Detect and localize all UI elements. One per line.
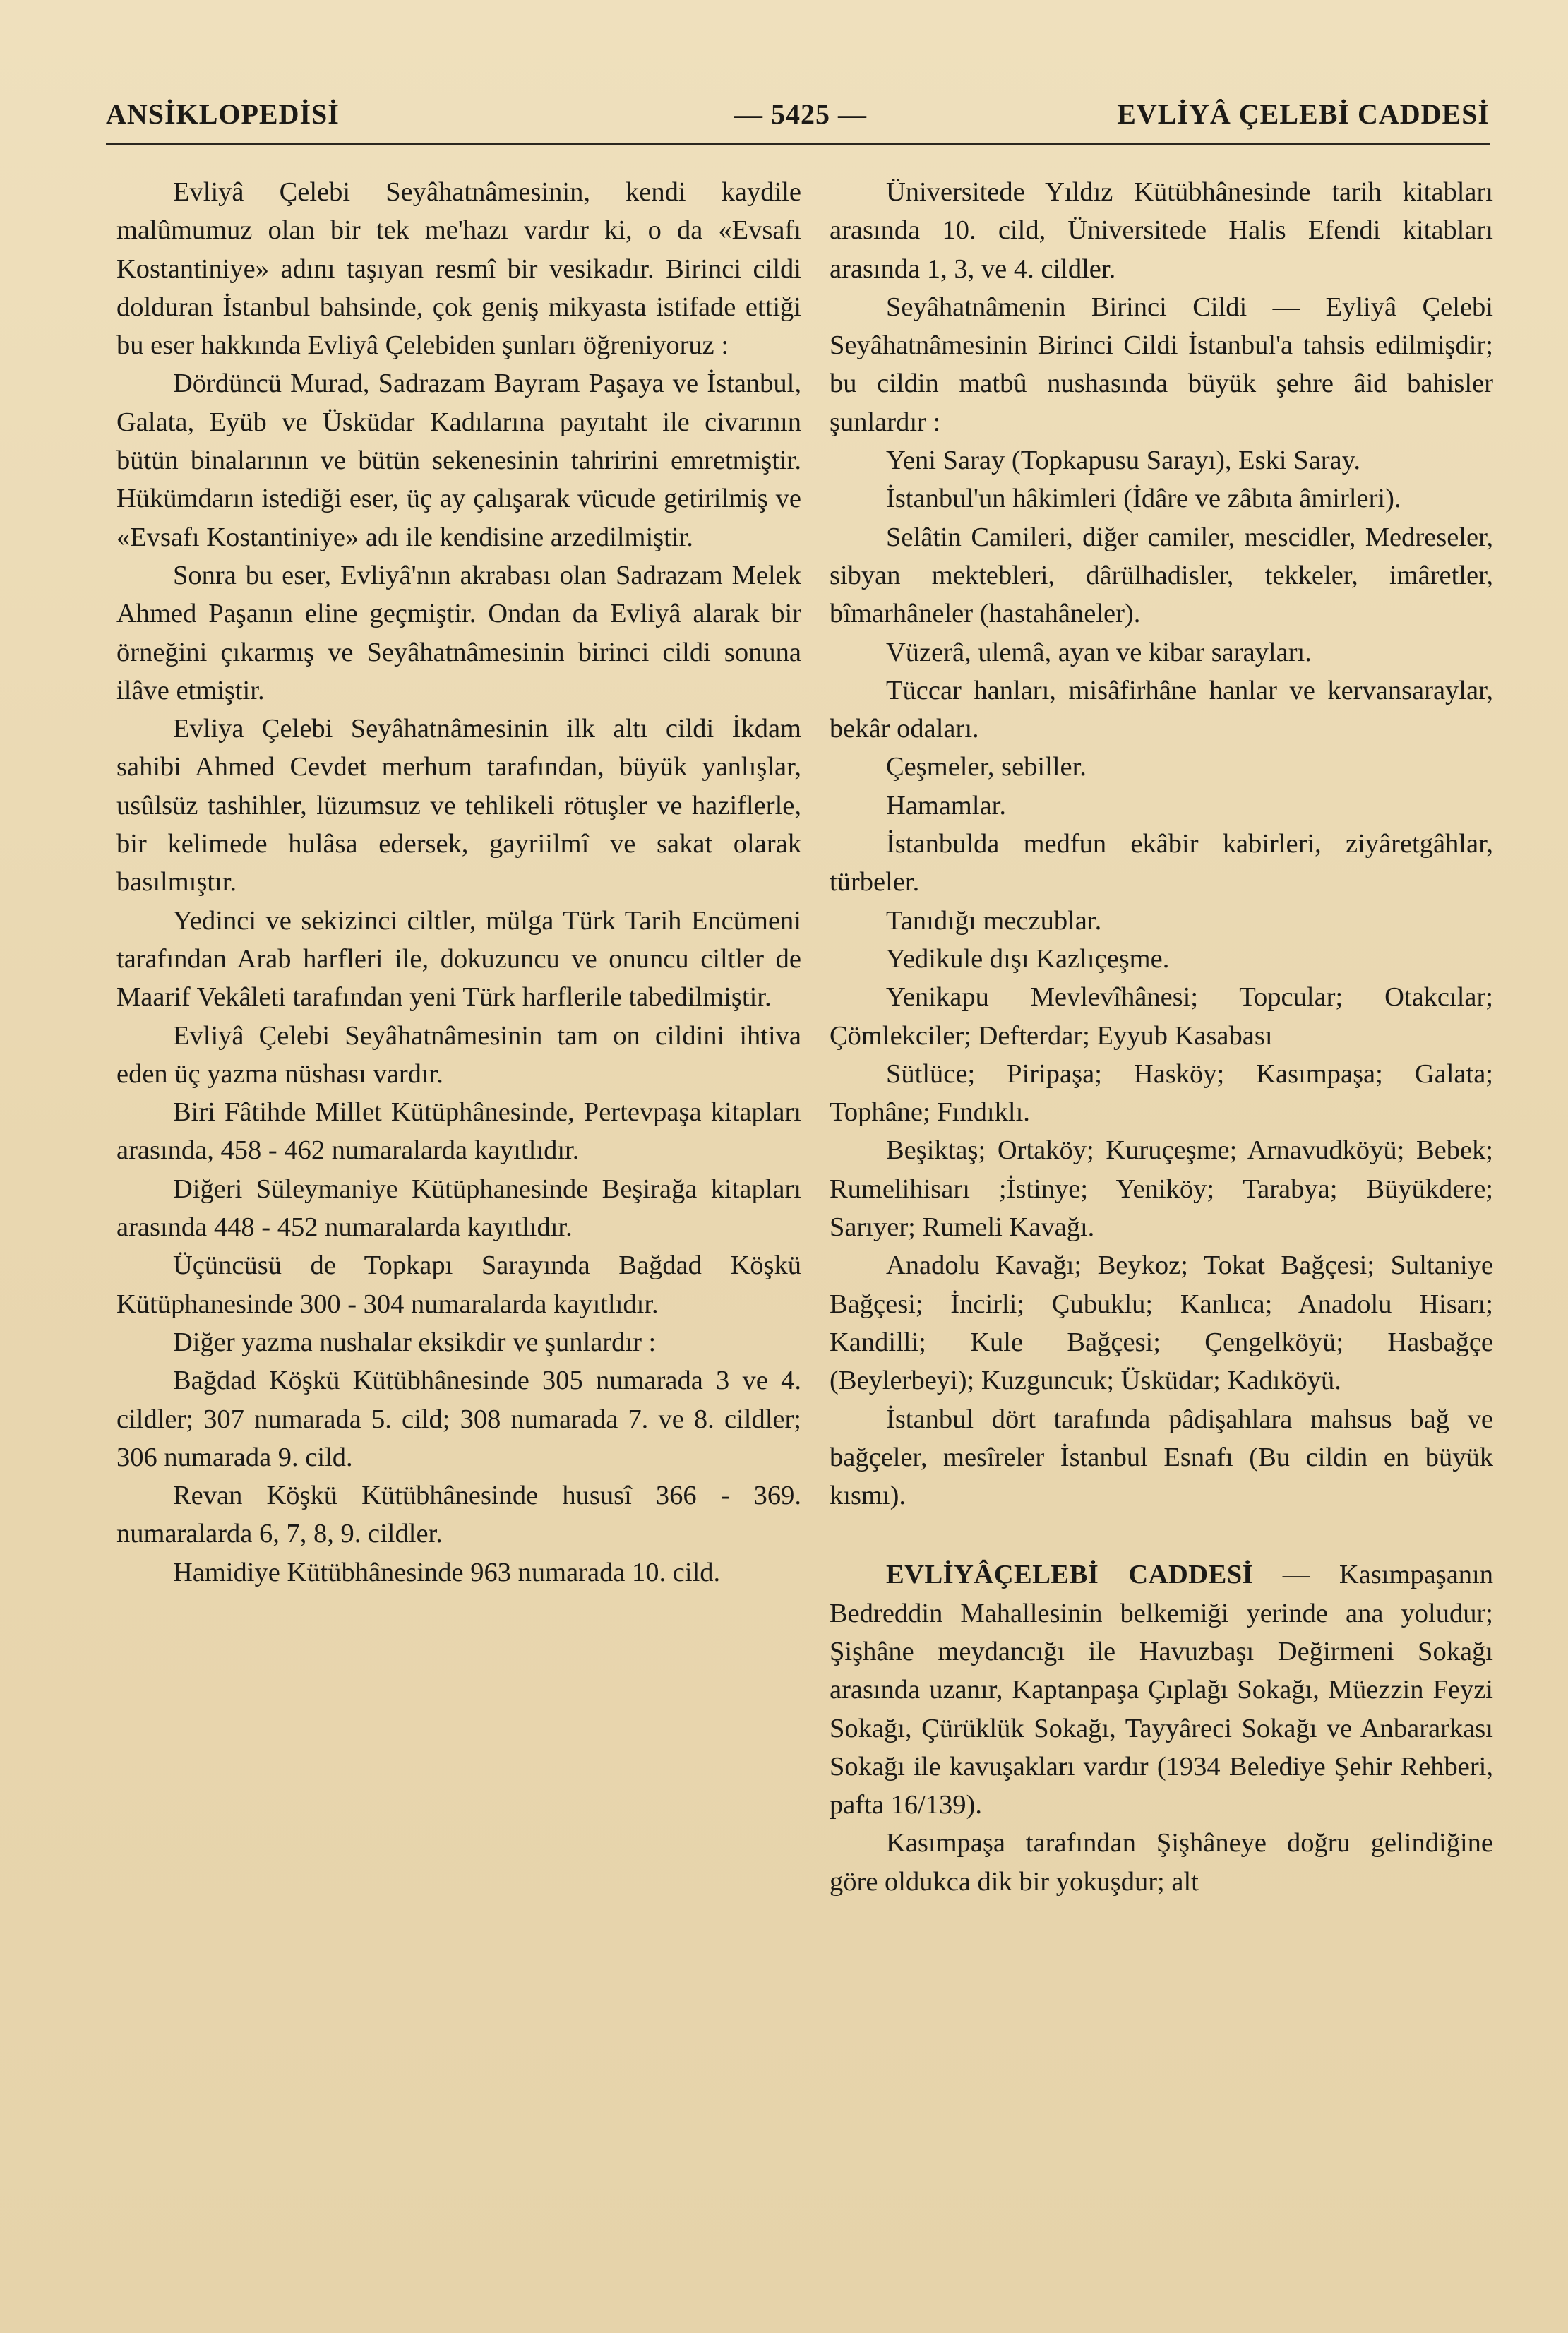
paragraph: Selâtin Camileri, diğer camiler, mescidler, Medreseler, sibyan mektebleri, dârülhadisler, tekkeler, imâretler, bîmarhâneler (hastahâneler).	[830, 522, 1493, 629]
paragraph: Tanıdığı meczublar.	[886, 905, 1102, 936]
paragraph: İstanbul'un hâkimleri (İdâre ve zâbıta âmirleri).	[886, 484, 1401, 514]
paragraph: Üniversitede Yıldız Kütübhânesinde tarih kitabları arasında 10. cild, Üniversitede Halis Efendi kitabları arasında 1, 3, ve 4. cildler.	[830, 177, 1493, 284]
paragraph: Evliyâ Çelebi Seyâhatnâmesinin, kendi kaydile malûmumuz olan bir tek me'hazı vardır ki, o da «Evsafı Kostantiniye» adını taşıyan resmî bir vesikadır. Birinci cildi dolduran İstanbul bahsinde, çok geniş mikyasta istifade ettiği bu eser hakkında Evliyâ Çelebiden şunları öğreniyoruz :	[116, 177, 801, 361]
paragraph: Yeni Saray (Topkapusu Sarayı), Eski Saray.	[886, 446, 1361, 476]
paragraph: Üçüncüsü de Topkapı Sarayında Bağdad Köşkü Kütüphanesinde 300 - 304 numaralarda kayıtlıdır.	[116, 1251, 801, 1319]
paragraph: Vüzerâ, ulemâ, ayan ve kibar sarayları.	[886, 637, 1312, 667]
header-left-title: ANSİKLOPEDİSİ	[106, 98, 340, 130]
entry-text: — Kasımpaşanın Bedreddin Mahallesinin belkemiği yerinde ana yoludur; Şişhâne meydancığı ile Havuzbaşı Değirmeni Sokağı arasında uzanır, Kaptanpaşa Çıplağı Sokağı, Müezzin Feyzi Sokağı, Çürüklük Sokağı, Tayyâreci Sokağı ve Anbararkası Sokağı ile kavuşakları vardır (1934 Belediye Şehir Rehberi, pafta 16/139).	[830, 1560, 1493, 1820]
paragraph: Dördüncü Murad, Sadrazam Bayram Paşaya ve İstanbul, Galata, Eyüb ve Üsküdar Kadılarına payıtaht ile civarının bütün binalarının ve bütün sekenesinin tahririni emretmiştir. Hükümdarın istediği eser, üç ay çalışarak vücude getirilmiş ve «Evsafı Kostantiniye» adı ile kendisine arzedilmiştir.	[116, 369, 801, 552]
paragraph: Yedikule dışı Kazlıçeşme.	[886, 943, 1170, 974]
entry-paragraph: Kasımpaşa tarafından Şişhâneye doğru gelindiğine göre oldukca dik bir yokuşdur; alt	[830, 1828, 1493, 1897]
paragraph: Sonra bu eser, Evliyâ'nın akrabası olan Sadrazam Melek Ahmed Paşanın eline geçmiştir. Ondan da Evliyâ alarak bir örneğini çıkarmış ve Seyâhatnâmesinin birinci cildi sonuna ilâve etmiştir.	[116, 560, 801, 705]
left-column	[116, 173, 801, 1592]
paragraph: Revan Köşkü Kütübhânesinde hususî 366 - 369. numaralarda 6, 7, 8, 9. cildler.	[116, 1481, 801, 1549]
right-column	[830, 173, 1493, 1901]
paragraph: Yedinci ve sekizinci ciltler, mülga Türk Tarih Encümeni tarafından Arab harfleri ile, dokuzuncu ve onuncu ciltler de Maarif Vekâleti tarafından yeni Türk harflerile tabedilmiştir.	[116, 905, 801, 1013]
header-rule	[106, 143, 1490, 145]
paragraph: Yenikapu Mevlevîhânesi; Topcular; Otakcılar; Çömlekciler; Defterdar; Eyyub Kasabası	[830, 982, 1493, 1051]
paragraph: Beşiktaş; Ortaköy; Kuruçeşme; Arnavudköyü; Bebek; Rumelihisarı ;İstinye; Yeniköy; Tarabya; Büyükdere; Sarıyer; Rumeli Kavağı.	[830, 1135, 1493, 1243]
paragraph: Tüccar hanları, misâfirhâne hanlar ve kervansaraylar, bekâr odaları.	[830, 675, 1493, 744]
paragraph: Seyâhatnâmenin Birinci Cildi — Eyliyâ Çelebi Seyâhatnâmesinin Birinci Cildi İstanbul'a tahsis edilmişdir; bu cildin matbû nushasında büyük şehre âid bahisler şunlardır :	[830, 292, 1493, 437]
paragraph: Çeşmeler, sebiller.	[886, 752, 1087, 782]
paragraph: Evliya Çelebi Seyâhatnâmesinin ilk altı cildi İkdam sahibi Ahmed Cevdet merhum tarafından, büyük yanlışlar, usûlsüz tashihler, lüzumsuz ve tehlikeli rötuşler ve haziflerle, bir kelimede hulâsa edersek, gayriilmî ve sakat olarak basılmıştır.	[116, 714, 801, 897]
entry-title: EVLİYÂÇELEBİ CADDESİ	[886, 1560, 1254, 1590]
paragraph: Biri Fâtihde Millet Kütüphânesinde, Pertevpaşa kitapları arasında, 458 - 462 numaralarda kayıtlıdır.	[116, 1097, 801, 1166]
paragraph: Sütlüce; Piripaşa; Hasköy; Kasımpaşa; Galata; Tophâne; Fındıklı.	[830, 1058, 1493, 1128]
paragraph: İstanbulda medfun ekâbir kabirleri, ziyâretgâhlar, türbeler.	[830, 829, 1493, 897]
paragraph: Hamamlar.	[886, 790, 1006, 821]
paragraph: Anadolu Kavağı; Beykoz; Tokat Bağçesi; Sultaniye Bağçesi; İncirli; Çubuklu; Kanlıca; Anadolu Hisarı; Kandilli; Kule Bağçesi; Çengelköyü; Hasbağçe (Beylerbeyi); Kuzguncuk; Üsküdar; Kadıköyü.	[830, 1251, 1493, 1396]
page-number: — 5425 —	[734, 98, 867, 130]
entry-paragraph	[830, 1556, 1493, 1824]
paragraph: Diğer yazma nushalar eksikdir ve şunlardır :	[173, 1327, 657, 1357]
header-right-title: EVLİYÂ ÇELEBİ CADDESİ	[1117, 98, 1490, 130]
paragraph: Diğeri Süleymaniye Kütüphanesinde Beşirağa kitapları arasında 448 - 452 numaralarda kayıtlıdır.	[116, 1174, 801, 1243]
paragraph: Hamidiye Kütübhânesinde 963 numarada 10. cild.	[173, 1557, 721, 1587]
paragraph: Bağdad Köşkü Kütübhânesinde 305 numarada 3 ve 4. cildler; 307 numarada 5. cild; 308 numarada 7. ve 8. cildler; 306 numarada 9. cild.	[116, 1366, 801, 1472]
paragraph: İstanbul dört tarafında pâdişahlara mahsus bağ ve bağçeler, mesîreler İstanbul Esnafı (Bu cildin en büyük kısmı).	[830, 1404, 1493, 1511]
paragraph: Evliyâ Çelebi Seyâhatnâmesinin tam on cildini ihtiva eden üç yazma nüshası vardır.	[116, 1020, 801, 1089]
running-header	[106, 92, 1490, 134]
